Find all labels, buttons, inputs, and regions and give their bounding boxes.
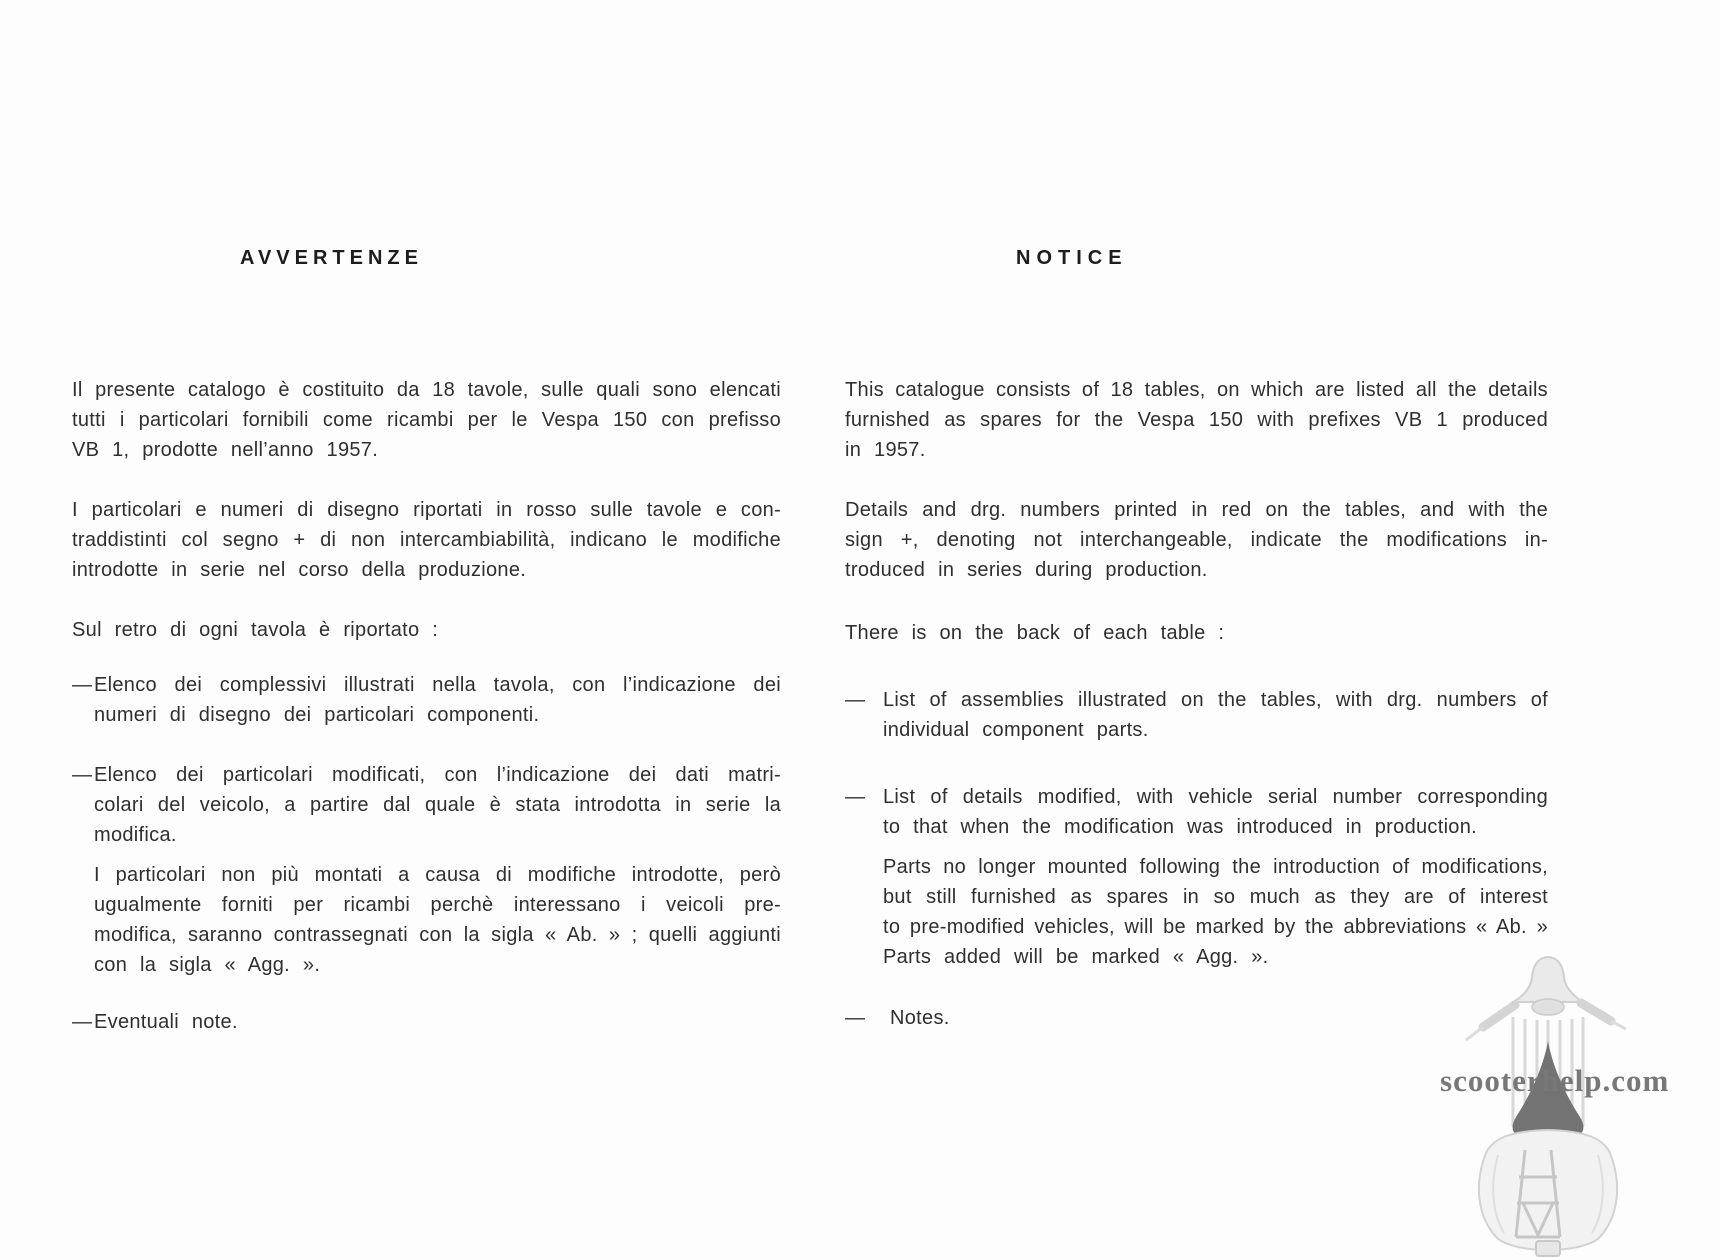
- text-line: to pre-modified vehicles, will be marked by the abbreviations « Ab. »: [883, 916, 1548, 938]
- text-line: troduced in series during production.: [845, 559, 1208, 581]
- text-line: introdotte in serie nel corso della produzione.: [72, 559, 527, 581]
- paragraph-red-numbers-it: [72, 495, 781, 585]
- text-line: Details and drg. numbers printed in red on the tables, and with the: [845, 499, 1548, 521]
- text-line: Il presente catalogo è costituito da 18 tavole, sulle quali sono elencati: [72, 379, 781, 401]
- text-line: I particolari non più montati a causa di modifiche introdotte, però: [94, 864, 781, 886]
- text-line: individual component parts.: [883, 719, 1149, 741]
- scooter-speedo: [1532, 999, 1564, 1015]
- scooter-left-lever: [1466, 1027, 1483, 1040]
- scooter-headset: [1513, 957, 1583, 1002]
- paragraph-back-of-table-it: Sul retro di ogni tavola è riportato :: [72, 619, 439, 641]
- text-line: modifica.: [94, 824, 177, 846]
- scooter-taillight: [1536, 1241, 1560, 1256]
- list-item-assemblies-it: [72, 670, 781, 730]
- text-line: traddistinti col segno + di non intercambiabilità, indicano le modifiche: [72, 529, 781, 551]
- text-line: to that when the modification was introduced in production.: [883, 816, 1478, 838]
- paragraph-red-numbers-en: [845, 495, 1548, 585]
- list-item-notes-en: [845, 1003, 1548, 1033]
- scooter-left-grip: [1483, 1005, 1515, 1027]
- text-line: I particolari e numeri di disegno riportati in rosso sulle tavole e con-: [72, 499, 781, 521]
- paragraph-catalog-intro-en: [845, 375, 1548, 465]
- italian-section-title: AVVERTENZE: [240, 247, 423, 269]
- text-line: Notes.: [890, 1007, 950, 1029]
- text-line: Parts no longer mounted following the introduction of modifications,: [883, 856, 1548, 878]
- text-line: tutti i particolari fornibili come ricambi per le Vespa 150 con prefisso: [72, 409, 781, 431]
- list-item-assemblies-en: [845, 685, 1548, 745]
- text-line: This catalogue consists of 18 tables, on which are listed all the details: [845, 379, 1548, 401]
- text-line: modifica, saranno contrassegnati con la sigla « Ab. » ; quelli aggiunti: [94, 924, 781, 946]
- scooter-body: [1479, 1130, 1617, 1250]
- list-dash: —: [72, 1011, 93, 1033]
- text-line: List of details modified, with vehicle serial number corresponding: [883, 786, 1548, 808]
- paragraph-abbreviations-it: [72, 860, 781, 980]
- text-line: in 1957.: [845, 439, 926, 461]
- text-line: List of assemblies illustrated on the tables, with drg. numbers of: [883, 689, 1548, 711]
- text-line: Elenco dei complessivi illustrati nella tavola, con l’indicazione dei: [94, 674, 781, 696]
- scooter-right-lever: [1611, 1021, 1626, 1029]
- list-item-modified-it: [72, 760, 781, 850]
- text-line: Eventuali note.: [94, 1011, 238, 1033]
- paragraph-abbreviations-en: [845, 852, 1548, 972]
- text-line: ugualmente forniti per ricambi perchè interessano i veicoli pre-: [94, 894, 781, 916]
- text-line: VB 1, prodotte nell’anno 1957.: [72, 439, 379, 461]
- list-dash: —: [845, 1007, 866, 1029]
- vespa-rear-illustration: [1458, 945, 1638, 1260]
- text-line: furnished as spares for the Vespa 150 with prefixes VB 1 produced: [845, 409, 1548, 431]
- list-item-modified-en: [845, 782, 1548, 842]
- english-section-title: NOTICE: [1016, 247, 1128, 269]
- text-line: numeri di disegno dei particolari componenti.: [94, 704, 540, 726]
- text-line: Elenco dei particolari modificati, con l’indicazione dei dati matri-: [94, 764, 781, 786]
- text-line: con la sigla « Agg. ».: [94, 954, 321, 976]
- text-line: sign +, denoting not interchangeable, indicate the modifications in-: [845, 529, 1548, 551]
- list-dash: —: [845, 786, 866, 808]
- text-line: but still furnished as spares in so much as they are of interest: [883, 886, 1548, 908]
- paragraph-catalog-intro-it: [72, 375, 781, 465]
- list-item-notes-it: [72, 1007, 781, 1037]
- italian-column: [72, 0, 781, 1260]
- scooter-right-grip: [1581, 1003, 1611, 1021]
- list-dash: —: [72, 674, 93, 696]
- list-dash: —: [72, 764, 93, 786]
- list-dash: —: [845, 689, 866, 711]
- watermark-text: scooterhelp.com: [1440, 1063, 1670, 1098]
- text-line: Parts added will be marked « Agg. ».: [883, 946, 1269, 968]
- paragraph-back-of-table-en: There is on the back of each table :: [845, 622, 1225, 644]
- text-line: colari del veicolo, a partire dal quale è stata introdotta in serie la: [94, 794, 781, 816]
